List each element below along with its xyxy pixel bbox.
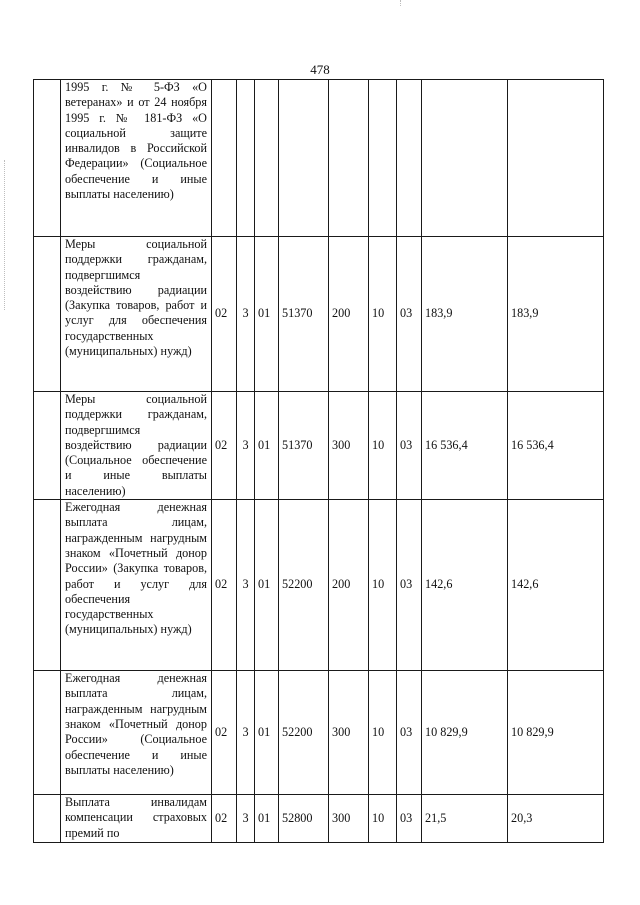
cell-direction: 52800 <box>279 795 329 843</box>
cell-section: 10 <box>369 671 397 795</box>
row-name: Выплата инвалидам компенсации страховых премий по <box>61 795 212 843</box>
cell-amount-1: 16 536,4 <box>422 392 508 500</box>
cell-expense-type: 300 <box>329 392 369 500</box>
cell-expense-type: 200 <box>329 237 369 392</box>
cell-subprogram: 3 <box>237 237 255 392</box>
row-name: Меры социальной поддержки гражданам, подвергшимся воздействию радиации (Закупка товаров, работ и услуг для обеспечения государственных (муниципальных) нужд) <box>61 237 212 392</box>
cell-amount-2: 142,6 <box>508 500 604 671</box>
cell-direction <box>279 80 329 237</box>
cell-subprogram: 3 <box>237 795 255 843</box>
cell-subsection: 03 <box>397 500 422 671</box>
cell-subsection: 03 <box>397 795 422 843</box>
row-marker-cell <box>34 237 61 392</box>
cell-subsection: 03 <box>397 392 422 500</box>
cell-section: 10 <box>369 500 397 671</box>
cell-subsection <box>397 80 422 237</box>
cell-main-event: 01 <box>255 392 279 500</box>
table-row <box>34 237 604 392</box>
cell-main-event <box>255 80 279 237</box>
cell-expense-type: 200 <box>329 500 369 671</box>
row-marker-cell <box>34 392 61 500</box>
cell-subprogram <box>237 80 255 237</box>
table-row <box>34 500 604 671</box>
row-marker-cell <box>34 795 61 843</box>
page-number: 478 <box>310 62 330 77</box>
cell-amount-2: 10 829,9 <box>508 671 604 795</box>
budget-table <box>33 79 604 843</box>
cell-subsection: 03 <box>397 237 422 392</box>
row-marker-cell <box>34 671 61 795</box>
cell-direction: 51370 <box>279 237 329 392</box>
scan-mark-left <box>4 160 5 310</box>
cell-main-event: 01 <box>255 795 279 843</box>
cell-expense-type: 300 <box>329 795 369 843</box>
row-marker-cell <box>34 500 61 671</box>
cell-expense-type: 300 <box>329 671 369 795</box>
cell-section: 10 <box>369 392 397 500</box>
table-row <box>34 80 604 237</box>
cell-subprogram: 3 <box>237 671 255 795</box>
table-row <box>34 795 604 843</box>
cell-main-event: 01 <box>255 237 279 392</box>
cell-program: 02 <box>212 671 237 795</box>
row-name: Ежегодная денежная выплата лицам, награжденным нагрудным знаком «Почетный донор России» (Социальное обеспечение и иные выплаты населению) <box>61 671 212 795</box>
cell-subprogram: 3 <box>237 500 255 671</box>
cell-main-event: 01 <box>255 500 279 671</box>
cell-section <box>369 80 397 237</box>
table-row <box>34 671 604 795</box>
cell-subsection: 03 <box>397 671 422 795</box>
cell-amount-2: 183,9 <box>508 237 604 392</box>
cell-direction: 51370 <box>279 392 329 500</box>
cell-direction: 52200 <box>279 500 329 671</box>
cell-expense-type <box>329 80 369 237</box>
cell-program <box>212 80 237 237</box>
cell-amount-1: 10 829,9 <box>422 671 508 795</box>
row-name: Меры социальной поддержки гражданам, подвергшимся воздействию радиации (Социальное обеспечение и иные выплаты населению) <box>61 392 212 500</box>
cell-amount-2: 16 536,4 <box>508 392 604 500</box>
row-marker-cell <box>34 80 61 237</box>
table-row <box>34 392 604 500</box>
cell-program: 02 <box>212 795 237 843</box>
cell-program: 02 <box>212 500 237 671</box>
cell-amount-1: 142,6 <box>422 500 508 671</box>
cell-section: 10 <box>369 795 397 843</box>
cell-amount-1 <box>422 80 508 237</box>
cell-amount-1: 183,9 <box>422 237 508 392</box>
cell-subprogram: 3 <box>237 392 255 500</box>
cell-main-event: 01 <box>255 671 279 795</box>
cell-section: 10 <box>369 237 397 392</box>
scan-mark-top <box>400 0 401 6</box>
cell-amount-2 <box>508 80 604 237</box>
row-name: Ежегодная денежная выплата лицам, награжденным нагрудным знаком «Почетный донор России» (Закупка товаров, работ и услуг для обеспечения государственных (муниципальных) нужд) <box>61 500 212 671</box>
cell-amount-1: 21,5 <box>422 795 508 843</box>
cell-direction: 52200 <box>279 671 329 795</box>
cell-amount-2: 20,3 <box>508 795 604 843</box>
row-name: 1995 г. № 5-ФЗ «О ветеранах» и от 24 ноября 1995 г. № 181-ФЗ «О социальной защите инвалидов в Российской Федерации» (Социальное обеспечение и иные выплаты населению) <box>61 80 212 237</box>
cell-program: 02 <box>212 237 237 392</box>
cell-program: 02 <box>212 392 237 500</box>
